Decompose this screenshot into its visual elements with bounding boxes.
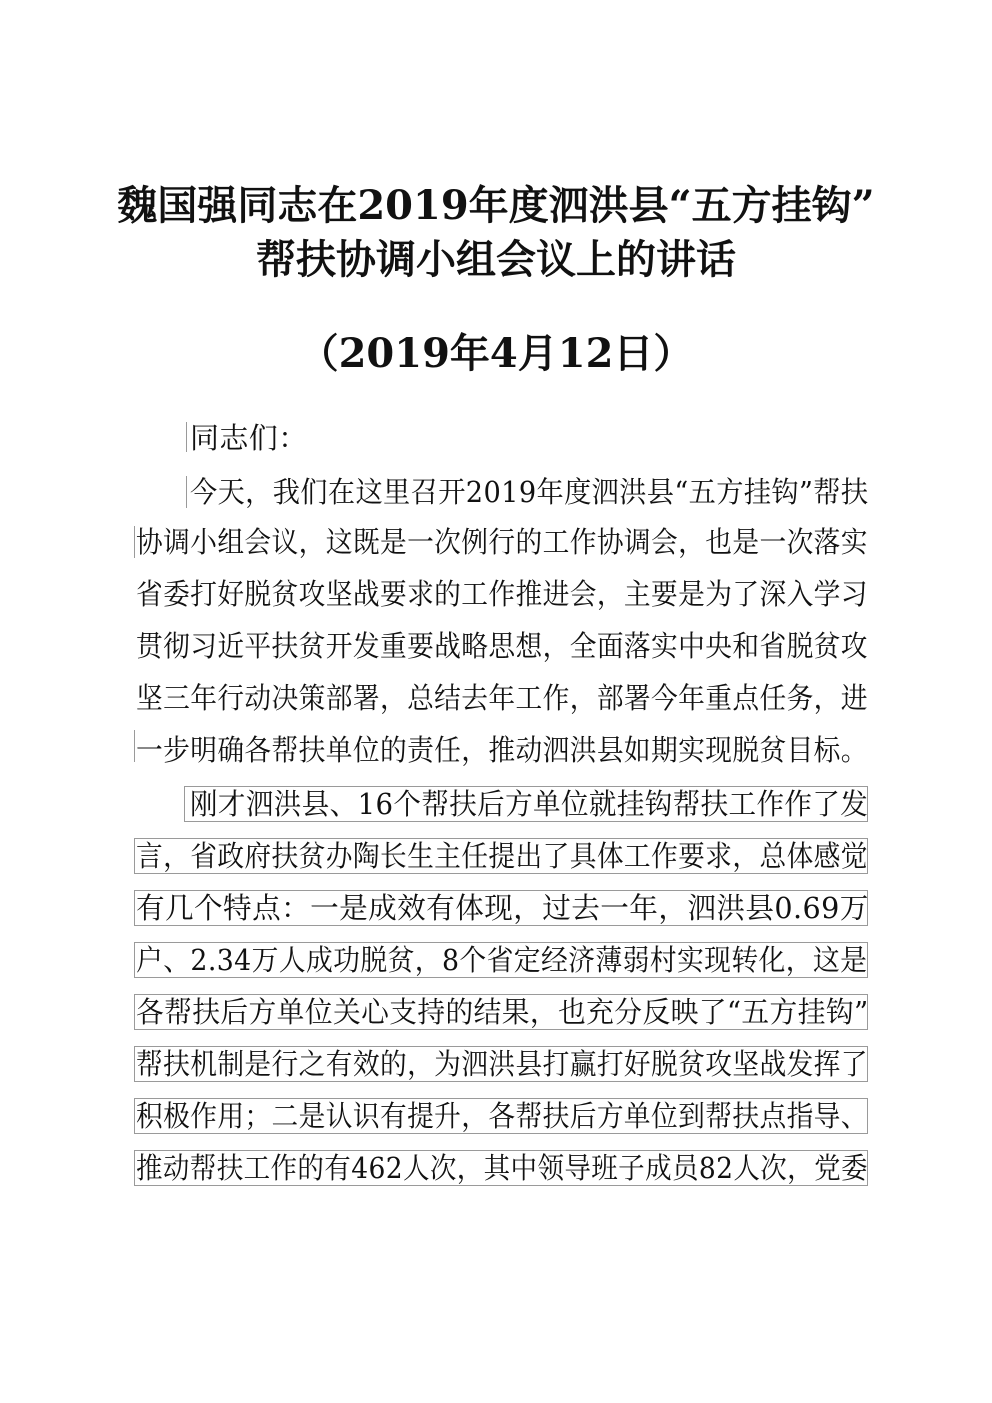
document-title-line-2: 帮扶协调小组会议上的讲话 [256,236,736,283]
paragraph-2-line-6: 帮扶机制是行之有效的，为泗洪县打赢打好脱贫攻坚战发挥了 [136,1047,868,1081]
text-cursor-mark [134,526,135,558]
paragraph-2-line-1: 刚才泗洪县、16个帮扶后方单位就挂钩帮扶工作作了发 [190,787,869,821]
document-title-line-1: 魏国强同志在2019年度泗洪县“五方挂钩” [117,182,875,229]
text-cursor-mark [186,476,187,508]
paragraph-2-line-4: 户、2.34万人成功脱贫，8个省定经济薄弱村实现转化，这是 [136,943,868,977]
paragraph-2-line-7: 积极作用；二是认识有提升，各帮扶后方单位到帮扶点指导、 [136,1099,868,1133]
paragraph-2-line-2: 言，省政府扶贫办陶长生主任提出了具体工作要求，总体感觉 [136,839,868,873]
paragraph-1-line-4: 贯彻习近平扶贫开发重要战略思想，全面落实中央和省脱贫攻 [136,629,868,663]
paragraph-1-line-5: 坚三年行动决策部署，总结去年工作，部署今年重点任务，进 [136,681,868,715]
text-cursor-mark [134,730,135,762]
paragraph-2-line-3: 有几个特点：一是成效有体现，过去一年，泗洪县0.69万 [136,891,869,925]
paragraph-1-line-6: 一步明确各帮扶单位的责任，推动泗洪县如期实现脱贫目标。 [136,733,868,767]
paragraph-2-line-8: 推动帮扶工作的有462人次，其中领导班子成员82人次，党委 [136,1151,868,1185]
salutation: 同志们： [190,421,308,455]
paragraph-1-line-1: 今天，我们在这里召开2019年度泗洪县“五方挂钩”帮扶 [190,475,869,509]
document-date: （2019年4月12日） [298,330,694,377]
text-cursor-mark [186,422,187,452]
paragraph-1-line-2: 协调小组会议，这既是一次例行的工作协调会，也是一次落实 [136,525,868,559]
paragraph-2-line-5: 各帮扶后方单位关心支持的结果，也充分反映了“五方挂钩” [136,995,869,1029]
paragraph-1-line-3: 省委打好脱贫攻坚战要求的工作推进会，主要是为了深入学习 [136,577,868,611]
